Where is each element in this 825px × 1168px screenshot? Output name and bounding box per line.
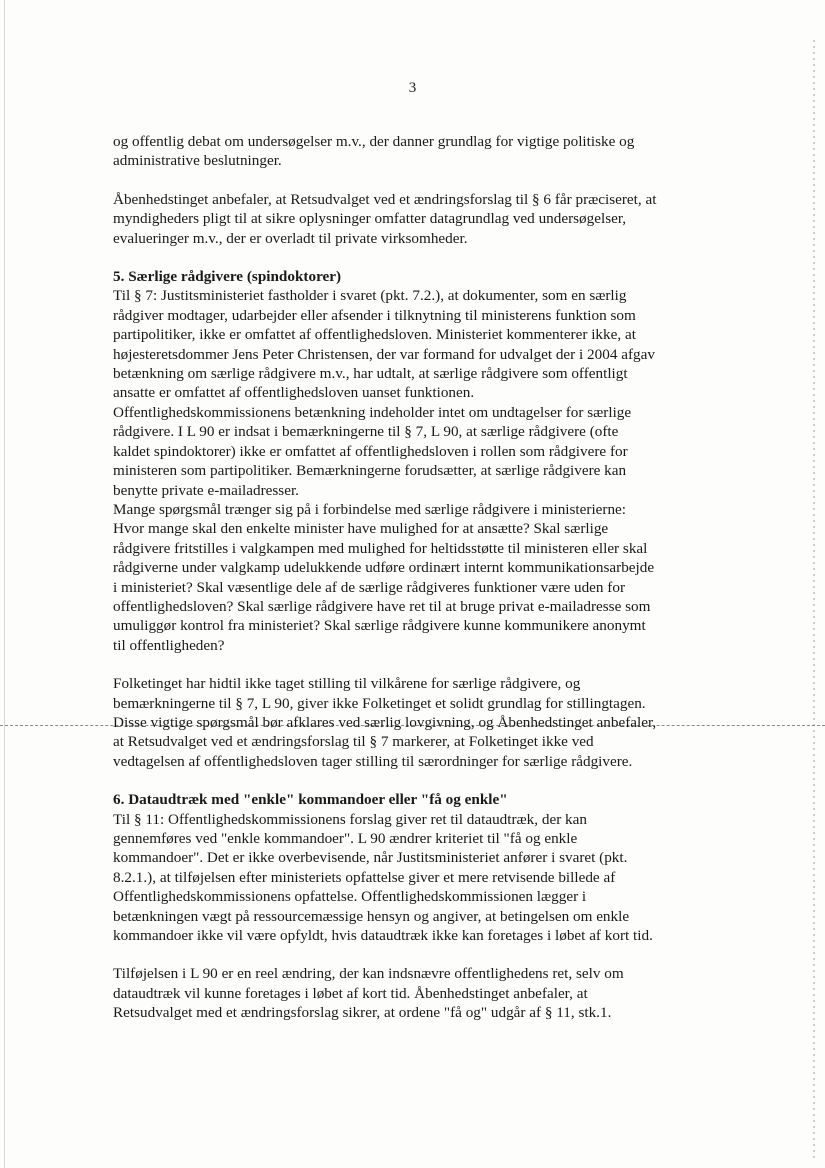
text-line: ansatte er omfattet af offentlighedsloven uanset funktionen.: [113, 384, 475, 402]
text-line: Til § 11: Offentlighedskommissionens forslag giver ret til dataudtræk, der kan: [113, 810, 587, 828]
text-line: Tilføjelsen i L 90 er en reel ændring, der kan indsnævre offentlighedens ret, selv om: [113, 965, 624, 983]
text-line: offentlighedsloven? Skal særlige rådgivere have ret til at bruge privat e-mailadresse som: [113, 597, 651, 615]
paragraph-gap: [113, 655, 723, 674]
text-line: umuliggør kontrol fra ministeriet? Skal særlige rådgivere kunne kommunikere anonymt: [113, 617, 646, 635]
paragraph: [113, 132, 723, 171]
text-line: kommandoer". Det er ikke overbevisende, når Justitsministeriet anfører i svaret (pkt.: [113, 849, 628, 867]
text-line: højesteretsdommer Jens Peter Christensen, der var formand for udvalget der i 2004 afgav: [113, 345, 655, 363]
scan-edge-left: [4, 0, 5, 1168]
text-line: Mange spørgsmål trænger sig på i forbindelse med særlige rådgivere i ministerierne:: [113, 500, 627, 518]
text-line: Offentlighedskommissionens betænkning indeholder intet om undtagelser for særlige: [113, 403, 632, 421]
paragraph-gap: [113, 945, 723, 964]
text-line: betænkning om særlige rådgivere m.v., har udtalt, at særlige rådgivere som offentligt: [113, 365, 628, 383]
text-line: dataudtræk vil kunne foretages i løbet af kort tid. Åbenhedstinget anbefaler, at: [113, 984, 588, 1002]
text-line: Hvor mange skal den enkelte minister have mulighed for at ansætte? Skal særlige: [113, 520, 609, 538]
text-line: partipolitiker, ikke er omfattet af offentlighedsloven. Ministeriet kommenterer ikke, at: [113, 326, 636, 344]
text-line: Åbenhedstinget anbefaler, at Retsudvalget ved et ændringsforslag til § 6 får præciseret, at: [113, 190, 657, 208]
text-line: evalueringer m.v., der er overladt til private virksomheder.: [113, 229, 468, 247]
section-heading: 5. Særlige rådgivere (spindoktorer): [113, 268, 342, 286]
text-line: myndigheders pligt til at sikre oplysninger omfatter datagrundlag ved undersøgelser,: [113, 210, 627, 228]
text-line: ministeren som partipolitiker. Bemærkningerne forudsætter, at særlige rådgivere kan: [113, 462, 627, 480]
text-line: Disse vigtige spørgsmål bør afklares ved særlig lovgivning, og Åbenhedstinget anbefaler,: [113, 713, 657, 731]
text-line: kaldet spindoktorer) ikke er omfattet af offentlighedsloven i rollen som rådgivere for: [113, 442, 628, 460]
paragraph-gap: [113, 171, 723, 190]
text-line: administrative beslutninger.: [113, 152, 282, 170]
paragraph: [113, 964, 723, 1022]
paragraph: [113, 810, 723, 946]
scan-edge-right: [813, 40, 815, 1160]
text-line: at Retsudvalget ved et ændringsforslag til § 7 markerer, at Folketinget ikke ved: [113, 733, 594, 751]
text-line: til offentligheden?: [113, 636, 225, 654]
text-line: kommandoer ikke vil være opfyldt, hvis dataudtræk ikke kan foretages i løbet af kort tid.: [113, 927, 653, 945]
text-line: rådgiver modtager, udarbejder eller afsender i tilknytning til ministerens funktion som: [113, 306, 636, 324]
text-line: betænkningen vægt på ressourcemæssige hensyn og angiver, at betingelsen om enkle: [113, 907, 630, 925]
paragraph: [113, 190, 723, 248]
text-line: Retsudvalget med et ændringsforslag sikrer, at ordene "få og" udgår af § 11, stk.1.: [113, 1004, 612, 1022]
text-line: Til § 7: Justitsministeriet fastholder i svaret (pkt. 7.2.), at dokumenter, som en særlig: [113, 287, 627, 305]
text-line: rådgiverne under valgkamp udelukkende udføre ordinært internt kommunikationsarbejde: [113, 559, 655, 577]
text-line: Folketinget har hidtil ikke taget stilling til vilkårene for særlige rådgivere, og: [113, 675, 581, 693]
text-line: gennemføres ved "enkle kommandoer". L 90 ændrer kriteriet til "få og enkle: [113, 830, 578, 847]
text-line: benytte private e-mailadresser.: [113, 481, 299, 499]
page-number: 3: [408, 80, 417, 96]
paragraph-gap: [113, 248, 723, 267]
text-line: 8.2.1.), at tilføjelsen efter ministeriets opfattelse giver et mere retvisende billede af: [113, 868, 616, 886]
text-line: vedtagelsen af offentlighedsloven tager stilling til særordninger for særlige rådgivere.: [113, 752, 633, 770]
paragraph-gap: [113, 771, 723, 790]
paragraph: [113, 674, 723, 771]
paragraph: [113, 286, 723, 655]
document-body: [113, 132, 723, 1023]
text-line: Offentlighedskommissionens opfattelse. Offentlighedskommissionen lægger i: [113, 888, 587, 906]
text-line: rådgivere. I L 90 er indsat i bemærkningerne til § 7, L 90, at særlige rådgivere (ofte: [113, 423, 619, 441]
text-line: rådgivere fritstilles i valgkampen med mulighed for heltidsstøtte til ministeren eller skal: [113, 539, 648, 557]
text-line: og offentlig debat om undersøgelser m.v., der danner grundlag for vigtige politiske og: [113, 133, 635, 150]
text-line: bemærkningerne til § 7, L 90, giver ikke Folketinget et solidt grundlag for stillingtagen.: [113, 694, 646, 712]
section-heading: 6. Dataudtræk med "enkle" kommandoer eller "få og enkle": [113, 791, 508, 809]
text-line: i ministeriet? Skal væsentlige dele af de særlige rådgiveres funktioner være uden for: [113, 578, 626, 596]
